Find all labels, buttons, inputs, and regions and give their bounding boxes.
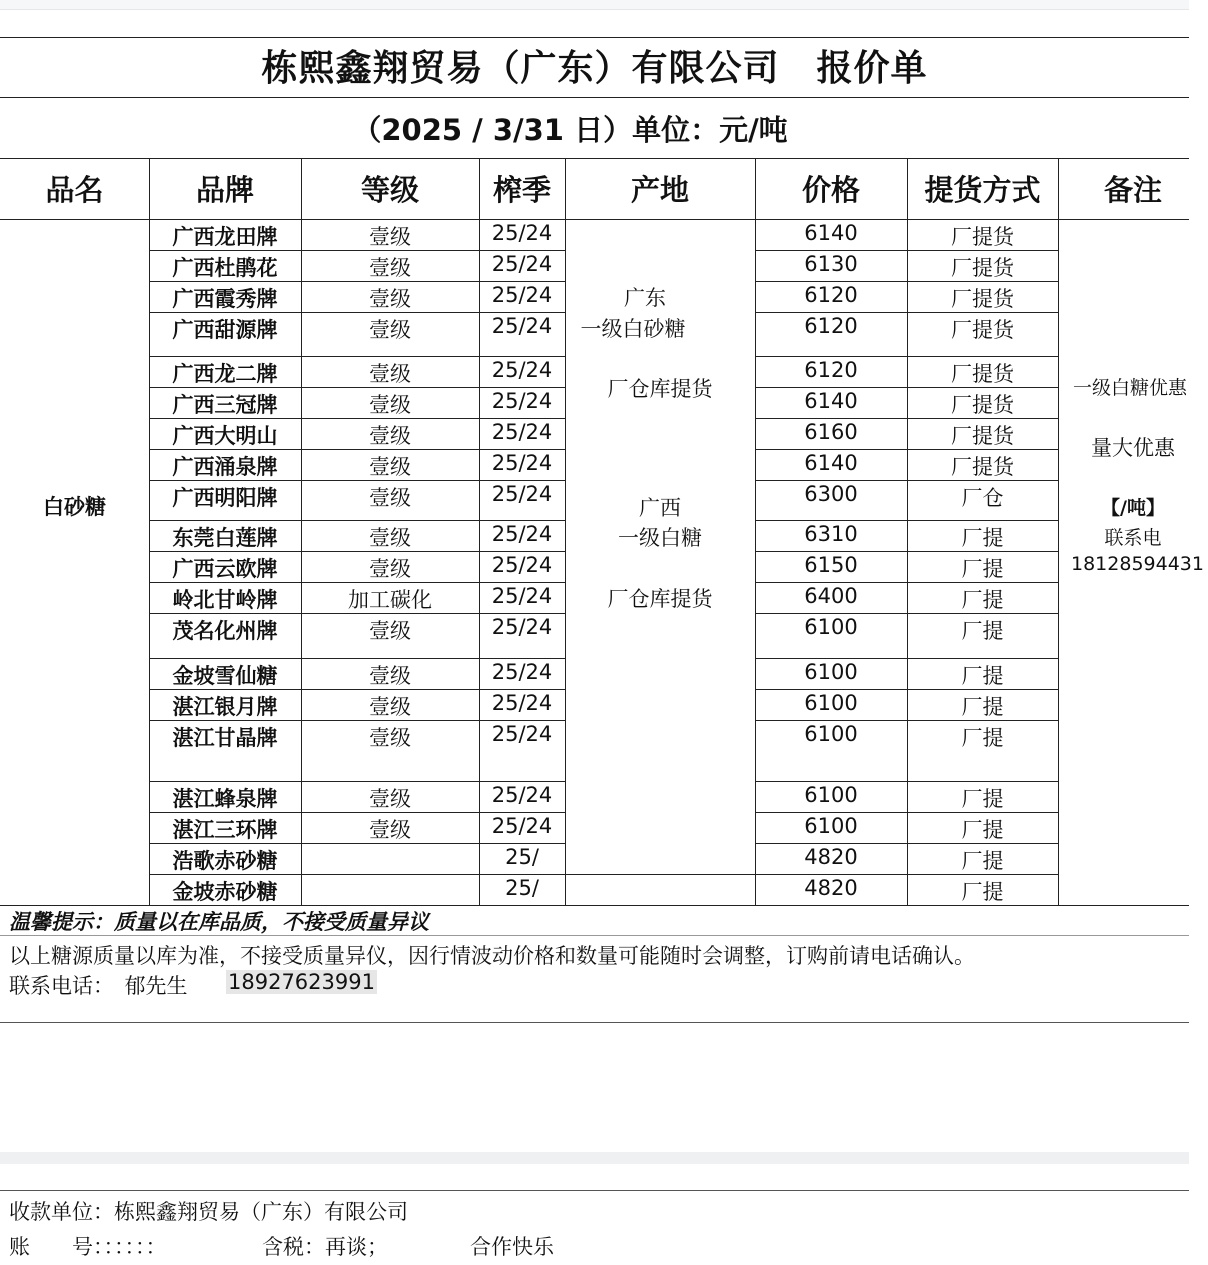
season-cell: 25/24 bbox=[491, 584, 553, 608]
contact-label: 联系电话： 郁先生 bbox=[9, 974, 188, 998]
grade-cell: 加工碳化 bbox=[348, 588, 432, 612]
pickup-cell: 厂提货 bbox=[951, 225, 1014, 249]
row-line bbox=[755, 781, 1058, 782]
pickup-cell: 厂提货 bbox=[951, 318, 1014, 342]
account-line: 账 号：：：：：： bbox=[9, 1235, 167, 1259]
brand-cell: 金坡雪仙糖 bbox=[172, 664, 278, 688]
grade-cell: 壹级 bbox=[369, 362, 411, 386]
tax-line: 含税：再谈； bbox=[262, 1235, 388, 1259]
closing-line: 合作快乐 bbox=[470, 1235, 554, 1259]
row-line bbox=[755, 356, 1058, 357]
price-cell: 6100 bbox=[804, 660, 858, 684]
brand-cell: 广西云欧牌 bbox=[172, 557, 278, 581]
remark-unit: 【/吨】 bbox=[1101, 497, 1165, 519]
price-cell: 6120 bbox=[804, 314, 858, 338]
pickup-cell: 厂提货 bbox=[951, 424, 1014, 448]
price-cell: 6100 bbox=[804, 691, 858, 715]
price-cell: 6100 bbox=[804, 722, 858, 746]
grade-cell: 壹级 bbox=[369, 486, 411, 510]
grade-cell: 壹级 bbox=[369, 256, 411, 280]
season-cell: 25/ bbox=[505, 876, 539, 900]
season-cell: 25/24 bbox=[491, 615, 553, 639]
payment-top-border bbox=[0, 1190, 1189, 1191]
season-cell: 25/24 bbox=[491, 252, 553, 276]
price-cell: 6100 bbox=[804, 615, 858, 639]
grade-cell: 壹级 bbox=[369, 818, 411, 842]
grade-cell: 壹级 bbox=[369, 393, 411, 417]
price-cell: 6160 bbox=[804, 420, 858, 444]
document-title: 栋熙鑫翔贸易（广东）有限公司 报价单 bbox=[261, 48, 928, 89]
header-price: 价格 bbox=[801, 173, 860, 207]
pickup-cell: 厂提 bbox=[961, 619, 1004, 643]
grade-cell: 壹级 bbox=[369, 726, 411, 750]
season-cell: 25/ bbox=[505, 845, 539, 869]
title-bottom-border bbox=[0, 97, 1189, 98]
payee-line: 收款单位：栋熙鑫翔贸易（广东）有限公司 bbox=[9, 1200, 408, 1224]
price-cell: 6150 bbox=[804, 553, 858, 577]
pickup-cell: 厂提 bbox=[961, 557, 1004, 581]
price-cell: 4820 bbox=[804, 845, 858, 869]
subtitle-bottom-border bbox=[0, 158, 1189, 159]
brand-cell: 金坡赤砂糖 bbox=[172, 880, 278, 904]
title-top-border bbox=[0, 37, 1189, 38]
pickup-cell: 厂提 bbox=[961, 818, 1004, 842]
brand-cell: 浩歌赤砂糖 bbox=[172, 849, 278, 873]
pickup-cell: 厂提货 bbox=[951, 455, 1014, 479]
header-pickup: 提货方式 bbox=[924, 173, 1041, 207]
season-cell: 25/24 bbox=[491, 660, 553, 684]
brand-cell: 广西涌泉牌 bbox=[172, 455, 278, 479]
contact-phone[interactable]: 18927623991 bbox=[228, 970, 375, 994]
price-cell: 6400 bbox=[804, 584, 858, 608]
season-cell: 25/24 bbox=[491, 221, 553, 245]
brand-cell: 广西大明山 bbox=[172, 424, 278, 448]
pickup-cell: 厂提 bbox=[961, 588, 1004, 612]
pickup-cell: 厂提 bbox=[961, 664, 1004, 688]
grade-cell: 壹级 bbox=[369, 557, 411, 581]
header-brand: 品牌 bbox=[195, 173, 254, 207]
origin-guangdong-region: 广东 bbox=[624, 286, 666, 310]
grade-cell: 壹级 bbox=[369, 787, 411, 811]
header-origin: 产地 bbox=[630, 173, 689, 207]
grade-cell: 壹级 bbox=[369, 619, 411, 643]
product-name: 白砂糖 bbox=[43, 495, 106, 519]
price-cell: 6100 bbox=[804, 783, 858, 807]
origin-guangdong-pickup: 厂仓库提货 bbox=[607, 377, 713, 401]
notes-bottom-border bbox=[0, 1022, 1189, 1023]
season-cell: 25/24 bbox=[491, 553, 553, 577]
price-cell: 6310 bbox=[804, 522, 858, 546]
pickup-cell: 厂提 bbox=[961, 726, 1004, 750]
pickup-cell: 厂提 bbox=[961, 849, 1004, 873]
pickup-cell: 厂提货 bbox=[951, 393, 1014, 417]
season-cell: 25/24 bbox=[491, 722, 553, 746]
brand-cell: 岭北甘岭牌 bbox=[172, 588, 278, 612]
top-strip bbox=[0, 0, 1189, 10]
header-remarks: 备注 bbox=[1103, 173, 1162, 207]
origin-guangxi-pickup: 厂仓库提货 bbox=[607, 587, 713, 611]
price-cell: 6140 bbox=[804, 389, 858, 413]
season-cell: 25/24 bbox=[491, 814, 553, 838]
season-cell: 25/24 bbox=[491, 783, 553, 807]
grade-cell: 壹级 bbox=[369, 318, 411, 342]
grade-cell: 壹级 bbox=[369, 225, 411, 249]
origin-guangxi-region: 广西 bbox=[639, 496, 681, 520]
brand-cell: 广西龙二牌 bbox=[172, 362, 278, 386]
grade-cell: 壹级 bbox=[369, 455, 411, 479]
row-line bbox=[149, 781, 565, 782]
brand-cell: 广西甜源牌 bbox=[172, 318, 278, 342]
grade-cell: 壹级 bbox=[369, 695, 411, 719]
header-season: 榨季 bbox=[492, 173, 551, 207]
season-cell: 25/24 bbox=[491, 314, 553, 338]
grade-cell: 壹级 bbox=[369, 424, 411, 448]
pickup-cell: 厂提 bbox=[961, 787, 1004, 811]
season-cell: 25/24 bbox=[491, 420, 553, 444]
season-cell: 25/24 bbox=[491, 451, 553, 475]
season-cell: 25/24 bbox=[491, 691, 553, 715]
brand-cell: 湛江蜂泉牌 bbox=[172, 787, 278, 811]
season-cell: 25/24 bbox=[491, 358, 553, 382]
brand-cell: 广西明阳牌 bbox=[172, 486, 278, 510]
section-separator bbox=[0, 1152, 1189, 1164]
pickup-cell: 厂仓 bbox=[961, 486, 1004, 510]
price-cell: 6300 bbox=[804, 482, 858, 506]
season-cell: 25/24 bbox=[491, 522, 553, 546]
warm-tip: 温馨提示：质量以在库品质，不接受质量异议 bbox=[9, 910, 429, 934]
pickup-cell: 厂提货 bbox=[951, 287, 1014, 311]
document-subtitle: （2025 / 3/31 日）单位：元/吨 bbox=[352, 113, 788, 147]
brand-cell: 湛江三环牌 bbox=[172, 818, 278, 842]
row-line bbox=[149, 520, 565, 521]
tip-divider bbox=[0, 935, 1189, 936]
price-cell: 6130 bbox=[804, 252, 858, 276]
brand-cell: 广西龙田牌 bbox=[172, 225, 278, 249]
row-line bbox=[755, 658, 1058, 659]
pickup-cell: 厂提货 bbox=[951, 362, 1014, 386]
row-line bbox=[149, 658, 565, 659]
season-cell: 25/24 bbox=[491, 389, 553, 413]
brand-cell: 广西霞秀牌 bbox=[172, 287, 278, 311]
season-cell: 25/24 bbox=[491, 482, 553, 506]
price-cell: 6140 bbox=[804, 451, 858, 475]
pickup-cell: 厂提 bbox=[961, 526, 1004, 550]
brand-cell: 湛江甘晶牌 bbox=[172, 726, 278, 750]
remark-discount: 一级白糖优惠 bbox=[1073, 377, 1188, 399]
header-bottom-border bbox=[0, 219, 1189, 220]
header-product: 品名 bbox=[45, 173, 104, 207]
grade-cell: 壹级 bbox=[369, 526, 411, 550]
brand-cell: 广西三冠牌 bbox=[172, 393, 278, 417]
origin-guangdong-product: 一级白砂糖 bbox=[580, 317, 686, 341]
notice-text: 以上糖源质量以库为准，不接受质量异仪，因行情波动价格和数量可能随时会调整，订购前请电话确认。 bbox=[9, 944, 975, 968]
price-cell: 6140 bbox=[804, 221, 858, 245]
origin-guangxi-product: 一级白糖 bbox=[618, 526, 702, 550]
row-line bbox=[149, 356, 565, 357]
row-line bbox=[755, 520, 1058, 521]
brand-cell: 茂名化州牌 bbox=[172, 619, 278, 643]
grade-cell: 壹级 bbox=[369, 287, 411, 311]
pickup-cell: 厂提货 bbox=[951, 256, 1014, 280]
brand-cell: 湛江银月牌 bbox=[172, 695, 278, 719]
header-grade: 等级 bbox=[360, 173, 419, 207]
grade-cell: 壹级 bbox=[369, 664, 411, 688]
brand-cell: 广西杜鹃花 bbox=[172, 256, 278, 280]
price-cell: 4820 bbox=[804, 876, 858, 900]
brand-cell: 东莞白莲牌 bbox=[172, 526, 278, 550]
price-cell: 6100 bbox=[804, 814, 858, 838]
price-cell: 6120 bbox=[804, 358, 858, 382]
remark-contact-label: 联系电 bbox=[1104, 527, 1162, 549]
price-cell: 6120 bbox=[804, 283, 858, 307]
pickup-cell: 厂提 bbox=[961, 695, 1004, 719]
pickup-cell: 厂提 bbox=[961, 880, 1004, 904]
season-cell: 25/24 bbox=[491, 283, 553, 307]
row-line bbox=[565, 874, 755, 875]
remark-contact-phone: 18128594431 bbox=[1071, 553, 1204, 575]
remark-volume-discount: 量大优惠 bbox=[1091, 436, 1175, 460]
